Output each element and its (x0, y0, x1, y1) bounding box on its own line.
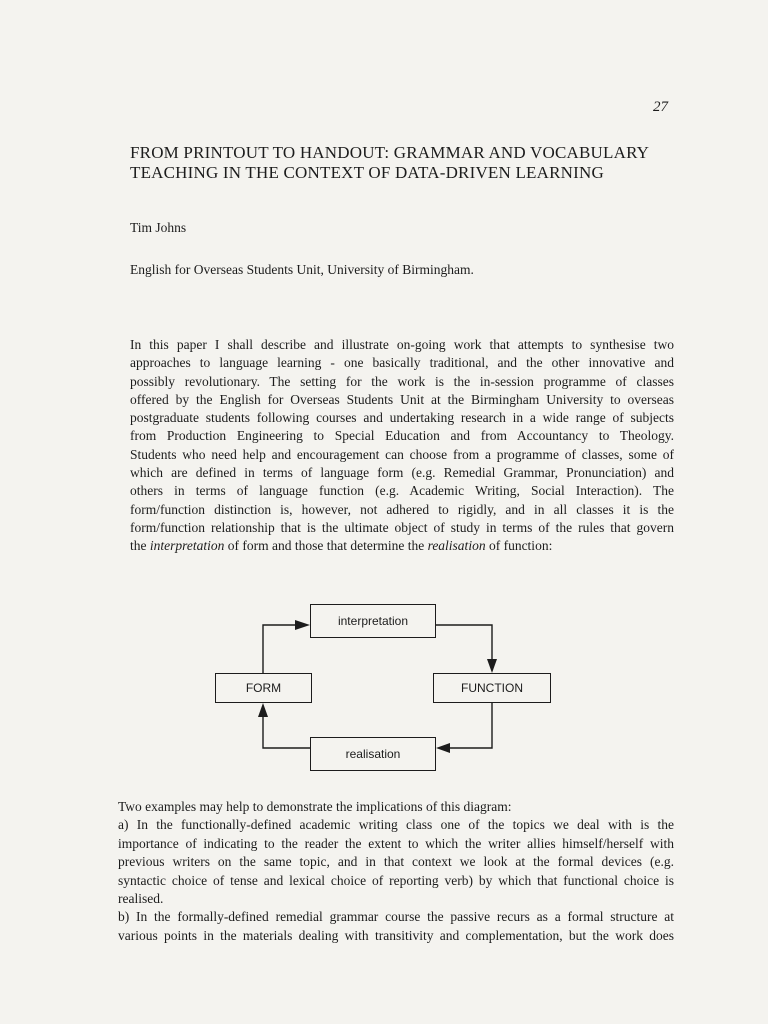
text-line: importance of indicating to the reader the extent to which the writer allies himself/herself with (118, 835, 674, 851)
page-number: 27 (653, 99, 668, 115)
text-line: realised. (118, 891, 164, 907)
emphasis-realisation: realisation (427, 538, 486, 554)
paper-title (130, 143, 730, 183)
arrowhead-up (258, 703, 268, 717)
arrow-function-to-realisation (446, 703, 492, 748)
intro-paragraph (130, 336, 674, 556)
text-line: syntactic choice of tense and lexical choice of reporting verb) by which that functional choice is (118, 872, 674, 888)
text-fragment: the (130, 538, 150, 554)
box-form: FORM (215, 673, 312, 703)
arrowhead-left (436, 743, 450, 753)
author-affiliation: English for Overseas Students Unit, University of Birmingham. (130, 262, 474, 277)
arrow-realisation-to-form (263, 714, 310, 748)
text-line: from Production Engineering to Special Education and from Accountancy to Theology. (130, 428, 674, 444)
text-line: various points in the materials dealing with transitivity and complementation, but the work does (118, 927, 674, 943)
text-line: previous writers on the same topic, and in that context we look at the formal devices (e.g. (118, 854, 674, 870)
title-line-2: TEACHING IN THE CONTEXT OF DATA-DRIVEN LEARNING (130, 163, 604, 182)
box-realisation: realisation (310, 737, 436, 771)
text-line: others in terms of language function (e.g. Academic Writing, Social Interaction). The (130, 483, 674, 499)
text-line: approaches to language learning - one basically traditional, and the other innovative and (130, 355, 674, 371)
text-line: offered by the English for Overseas Students Unit at the Birmingham University to overseas (130, 391, 674, 407)
arrow-form-to-interpretation (263, 625, 300, 673)
text-fragment: of form and those that determine the (224, 538, 428, 554)
text-line: Students who need help and encouragement can choose from a programme of classes, some of (130, 446, 674, 462)
arrow-interpretation-to-function (436, 625, 492, 663)
author-name: Tim Johns (130, 220, 187, 235)
text-line: form/function distinction is, however, not adhered to rigidly, and in all classes it is the (130, 501, 674, 517)
text-line: possibly revolutionary. The setting for the work is the in-session programme of classes (130, 373, 674, 389)
text-line-last (130, 537, 674, 555)
box-function: FUNCTION (433, 673, 551, 703)
title-line-1: FROM PRINTOUT TO HANDOUT: GRAMMAR AND VOCABULARY (130, 143, 650, 162)
emphasis-interpretation: interpretation (149, 538, 225, 554)
text-line: b) In the formally-defined remedial grammar course the passive recurs as a formal structure at (118, 909, 674, 925)
arrowhead-down (487, 659, 497, 673)
examples-paragraph (118, 798, 674, 945)
text-line: which are defined in terms of language form (e.g. Remedial Grammar, Pronunciation) and (130, 465, 674, 481)
text-fragment: of function: (485, 538, 553, 554)
text-line: In this paper I shall describe and illustrate on-going work that attempts to synthesise two (130, 337, 674, 352)
text-line: Two examples may help to demonstrate the implications of this diagram: (118, 799, 512, 814)
form-function-diagram (200, 598, 580, 780)
box-interpretation: interpretation (310, 604, 436, 638)
text-line: a) In the functionally-defined academic writing class one of the topics we deal with is the (118, 817, 674, 833)
arrowhead-right (295, 620, 310, 630)
text-line: postgraduate students following courses and undertaking research in a wide range of subjects (130, 410, 674, 426)
text-line: form/function relationship that is the ultimate object of study in terms of the rules that govern (130, 519, 674, 535)
